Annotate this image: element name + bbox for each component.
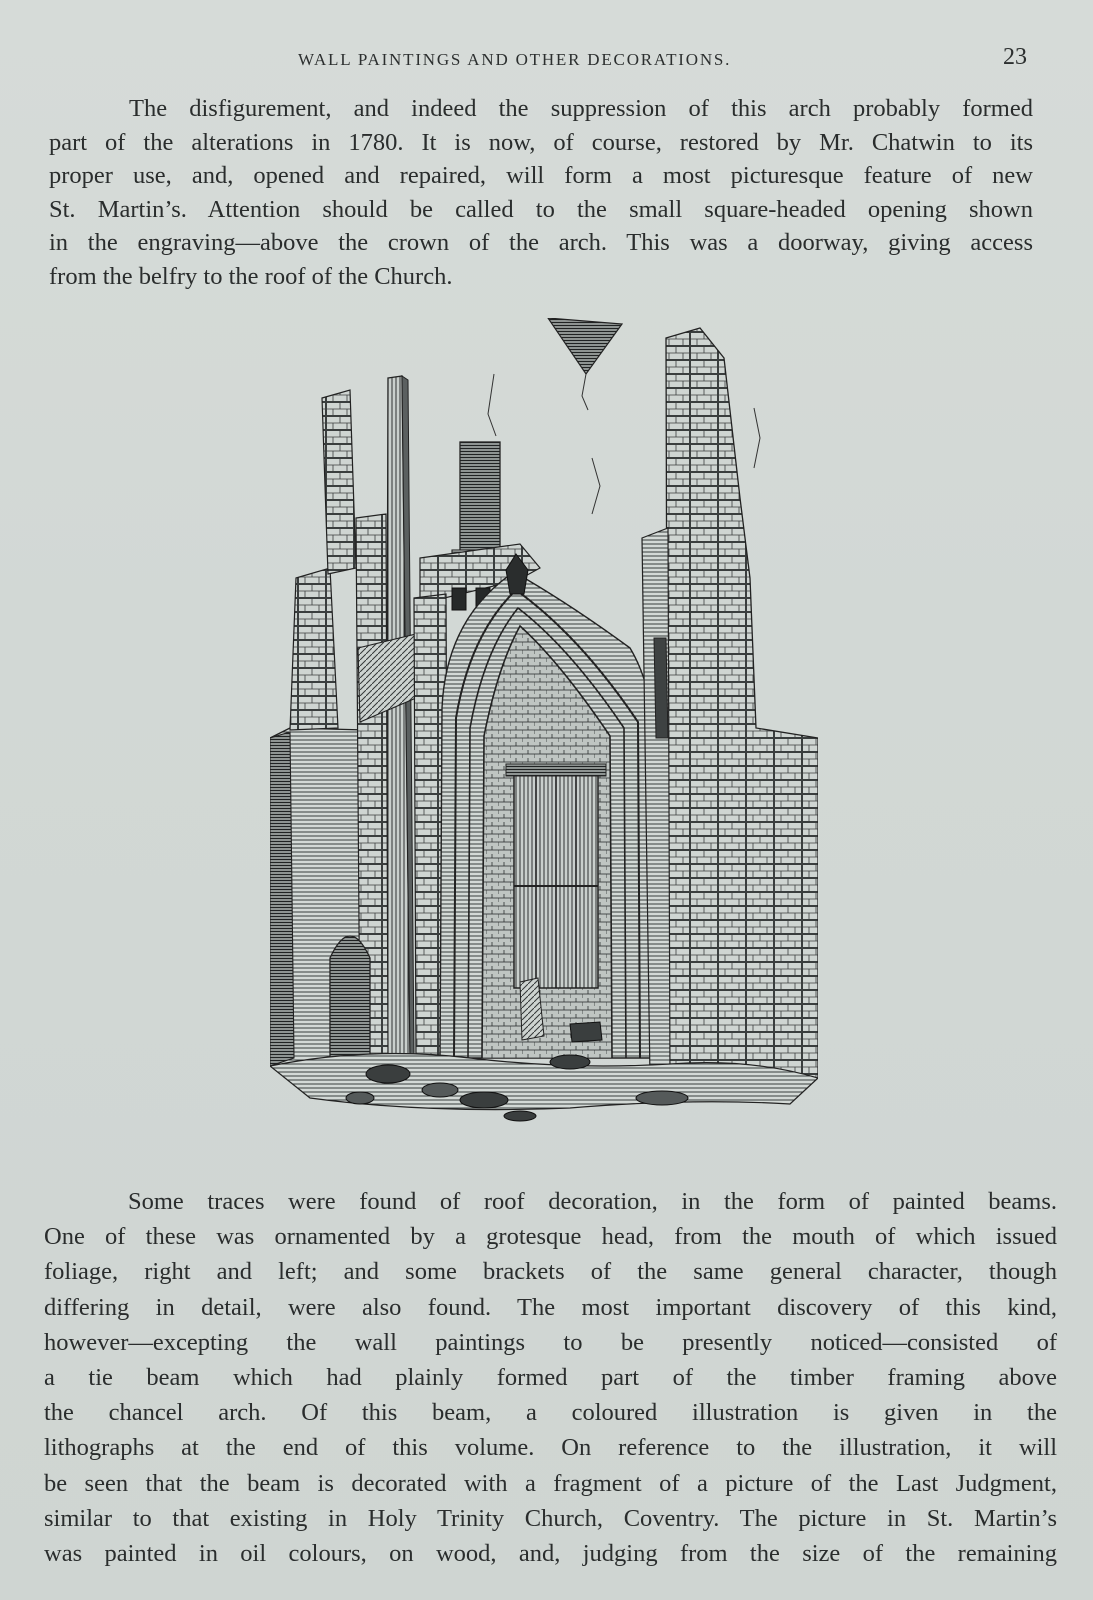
text-line: St. Martin’s. Attention should be called to the small square-headed opening shown bbox=[49, 195, 1033, 223]
text-line: differing in detail, were also found. The most important discovery of this kind, bbox=[44, 1293, 1057, 1321]
running-title: WALL PAINTINGS AND OTHER DECORATIONS. bbox=[298, 50, 732, 69]
text-line: foliage, right and left; and some brackets of the same general character, though bbox=[44, 1258, 1057, 1286]
text-line: part of the alterations in 1780. It is now, of course, restored by Mr. Chatwin to its bbox=[49, 128, 1033, 156]
paragraph-roof-decoration bbox=[44, 1184, 1057, 1571]
text-line: however—excepting the wall paintings to be presently noticed—consisted of bbox=[44, 1328, 1057, 1356]
paragraph-arch-alterations bbox=[49, 92, 1033, 293]
page-number: 23 bbox=[1003, 44, 1027, 70]
text-line: proper use, and, opened and repaired, will form a most picturesque feature of new bbox=[49, 162, 1033, 189]
text-line: similar to that existing in Holy Trinity Church, Coventry. The picture in St. Martin’s bbox=[44, 1504, 1057, 1532]
text-line: a tie beam which had plainly formed part of the timber framing above bbox=[44, 1364, 1057, 1392]
text-line: was painted in oil colours, on wood, and, judging from the size of the remaining bbox=[44, 1540, 1057, 1568]
text-line: One of these was ornamented by a grotesque head, from the mouth of which issued bbox=[44, 1223, 1057, 1251]
chancel-arch-engraving bbox=[270, 318, 818, 1132]
text-line: The disfigurement, and indeed the suppression of this arch probably formed bbox=[129, 95, 1033, 122]
text-line: from the belfry to the roof of the Church. bbox=[49, 262, 453, 290]
text-line: the chancel arch. Of this beam, a coloured illustration is given in the bbox=[44, 1399, 1057, 1427]
running-head bbox=[0, 44, 1093, 74]
text-line: in the engraving—above the crown of the arch. This was a doorway, giving access bbox=[49, 229, 1033, 256]
text-line: lithographs at the end of this volume. On reference to the illustration, it will bbox=[44, 1434, 1057, 1462]
text-line: Some traces were found of roof decoration, in the form of painted beams. bbox=[128, 1188, 1057, 1215]
text-line: be seen that the beam is decorated with a fragment of a picture of the Last Judgment, bbox=[44, 1469, 1057, 1497]
